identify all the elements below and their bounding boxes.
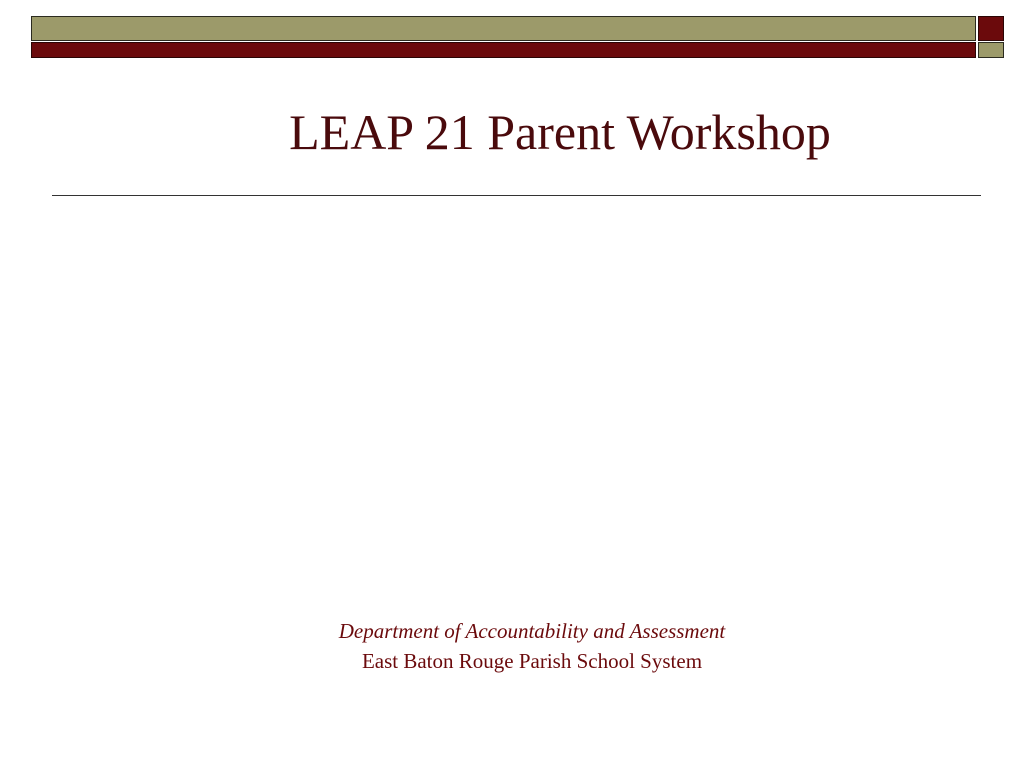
header-olive-square [978,42,1004,58]
header-maroon-square [978,16,1004,41]
slide-subtitle [140,616,924,676]
header-maroon-bar [31,42,976,58]
header-olive-bar [31,16,976,41]
title-divider [52,195,981,196]
school-system-name: East Baton Rouge Parish School System [361,649,703,673]
slide-title: LEAP 21 Parent Workshop [289,104,831,160]
department-name: Department of Accountability and Assessment [338,619,726,643]
